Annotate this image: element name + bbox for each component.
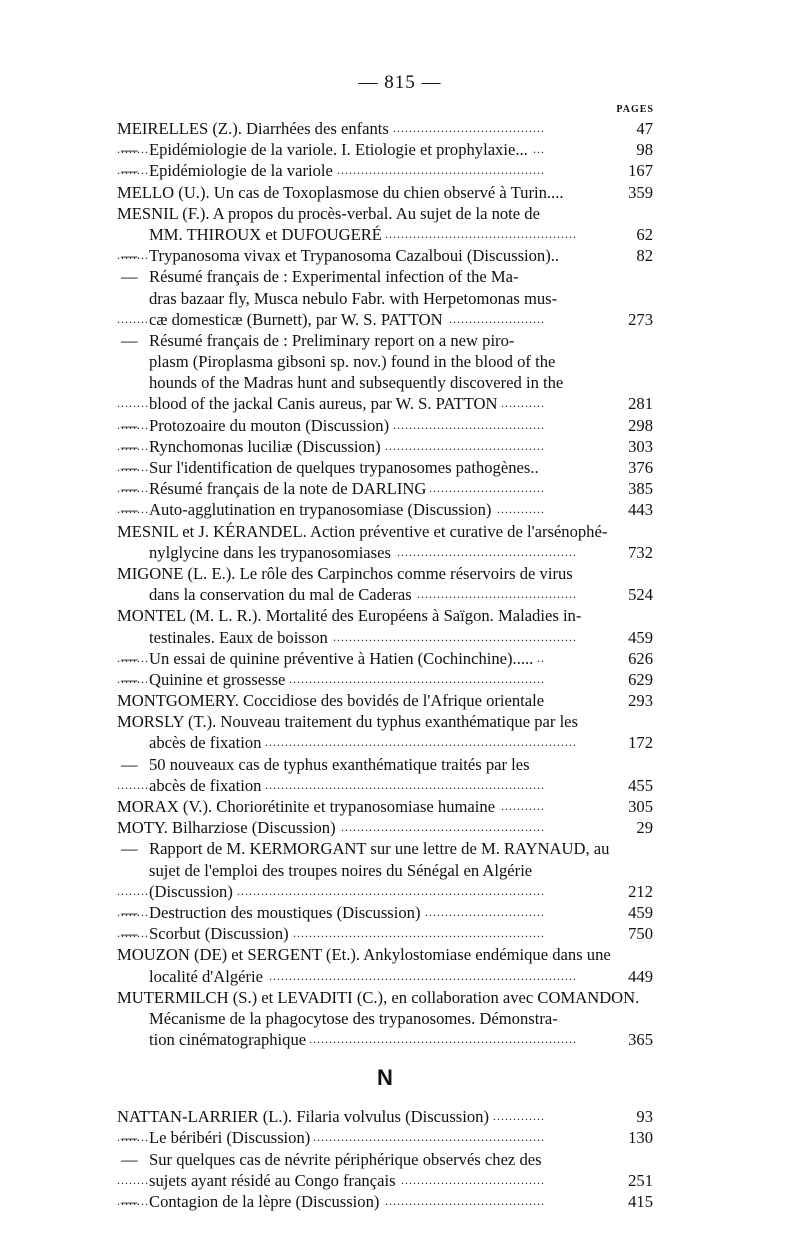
- index-subentry: [117, 415, 653, 436]
- entry-page-number: 130: [599, 1127, 653, 1148]
- index-entry: [117, 521, 653, 563]
- entry-text-line: Rynchomonas luciliæ (Discussion): [149, 437, 385, 456]
- entry-text-line: Epidémiologie de la variole: [149, 161, 337, 180]
- index-subentry: [117, 838, 653, 902]
- entry-page-number: 82: [599, 245, 653, 266]
- entry-text-line: sujets ayant résidé au Congo français: [149, 1171, 400, 1190]
- entry-page-number: 415: [599, 1191, 653, 1212]
- entry-text-line: Résumé français de : Experimental infection of the Ma-: [149, 267, 523, 286]
- index-subentry: [117, 902, 653, 923]
- entry-page-number: 167: [599, 160, 653, 181]
- index-subentry: [117, 499, 653, 520]
- entry-page-number: 459: [599, 627, 653, 648]
- entry-page-number: 281: [599, 393, 653, 414]
- entry-text-line: dans la conservation du mal de Caderas: [149, 585, 416, 604]
- entry-page-number: 732: [599, 542, 653, 563]
- entry-page-number: 459: [599, 902, 653, 923]
- entry-page-number: 273: [599, 309, 653, 330]
- index-entry: [117, 118, 653, 139]
- entry-text-line: MIGONE (L. E.). Le rôle des Carpinchos comme réservoirs de virus: [117, 564, 577, 583]
- entry-page-number: 305: [599, 796, 653, 817]
- entry-page-number: 172: [599, 732, 653, 753]
- entry-text-line: abcès de fixation: [149, 776, 265, 795]
- entry-text-line: plasm (Piroplasma gibsoni sp. nov.) found in the blood of the: [149, 352, 559, 371]
- entry-text-line: sujet de l'emploi des troupes noires du Sénégal en Algérie: [149, 861, 536, 880]
- entry-text-line: MESNIL (F.). A propos du procès-verbal. Au sujet de la note de: [117, 204, 544, 223]
- index-subentry: [117, 330, 653, 415]
- index-entry: [117, 563, 653, 605]
- index-entry: [117, 796, 653, 817]
- page-number: — 815 —: [358, 72, 442, 93]
- entry-text-line: MM. THIROUX et DUFOUGERÉ: [149, 225, 386, 244]
- entry-text-line: MESNIL et J. KÉRANDEL. Action préventive et curative de l'arsénophé-: [117, 522, 611, 541]
- entry-text-line: testinales. Eaux de boisson: [149, 628, 332, 647]
- entry-text-line: Résumé français de : Preliminary report on a new piro-: [149, 331, 518, 350]
- entry-page-number: 251: [599, 1170, 653, 1191]
- entry-text-line: Destruction des moustiques (Discussion): [149, 903, 424, 922]
- entry-text-line: NATTAN-LARRIER (L.). Filaria volvulus (Discussion): [117, 1107, 493, 1126]
- section-letter-heading: N: [377, 1065, 393, 1091]
- index-entry: [117, 690, 653, 711]
- entry-page-number: 293: [599, 690, 653, 711]
- entry-text-line: Contagion de la lèpre (Discussion): [149, 1192, 383, 1211]
- entry-page-number: 626: [599, 648, 653, 669]
- index-subentry: [117, 139, 653, 160]
- entry-text-line: (Discussion): [149, 882, 237, 901]
- entry-text-line: MOTY. Bilharziose (Discussion): [117, 818, 340, 837]
- pages-column-header: PAGES: [616, 104, 654, 115]
- index-entry: [117, 203, 653, 245]
- entry-text-line: 50 nouveaux cas de typhus exanthématique traités par les: [149, 755, 534, 774]
- entry-page-number: 524: [599, 584, 653, 605]
- entry-text-line: tion cinématographique: [149, 1030, 310, 1049]
- index-subentry: [117, 457, 653, 478]
- index-entry: [117, 817, 653, 838]
- entry-page-number: 750: [599, 923, 653, 944]
- entry-text-line: Auto-agglutination en trypanosomiase (Discussion): [149, 500, 495, 519]
- entry-text-line: Epidémiologie de la variole. I. Etiologie et prophylaxie...: [149, 140, 532, 159]
- index-subentry: [117, 160, 653, 181]
- entry-page-number: 376: [599, 457, 653, 478]
- entry-text-line: abcès de fixation: [149, 733, 265, 752]
- entry-text-line: Résumé français de la note de DARLING: [149, 479, 430, 498]
- entry-text-line: blood of the jackal Canis aureus, par W. S. PATTON: [149, 394, 501, 413]
- index-subentry: [117, 1191, 653, 1212]
- entry-text-line: Mécanisme de la phagocytose des trypanosomes. Démonstra-: [149, 1009, 562, 1028]
- index-entry: [117, 944, 653, 986]
- entry-text-line: MUTERMILCH (S.) et LEVADITI (C.), en collaboration avec COMANDON.: [117, 988, 643, 1007]
- entry-text-line: MOUZON (DE) et SERGENT (Et.). Ankylostomiase endémique dans une: [117, 945, 615, 964]
- entry-text-line: Sur quelques cas de névrite périphérique observés chez des: [149, 1150, 546, 1169]
- entry-text-line: MONTGOMERY. Coccidiose des bovidés de l'Afrique orientale: [117, 691, 548, 710]
- index-subentry: [117, 266, 653, 330]
- index-entry: [117, 711, 653, 753]
- entry-text-line: MELLO (U.). Un cas de Toxoplasmose du chien observé à Turin....: [117, 183, 568, 202]
- entry-page-number: 303: [599, 436, 653, 457]
- entry-text-line: MONTEL (M. L. R.). Mortalité des Européens à Saïgon. Maladies in-: [117, 606, 585, 625]
- entry-text-line: MORAX (V.). Choriorétinite et trypanosomiase humaine: [117, 797, 499, 816]
- index-entry: [117, 1106, 653, 1127]
- entry-page-number: 29: [599, 817, 653, 838]
- entry-page-number: 212: [599, 881, 653, 902]
- index-subentry: [117, 669, 653, 690]
- entry-text-line: hounds of the Madras hunt and subsequently discovered in the: [149, 373, 567, 392]
- entry-text-line: Quinine et grossesse: [149, 670, 289, 689]
- index-subentry: [117, 245, 653, 266]
- entry-page-number: 298: [599, 415, 653, 436]
- entry-text-line: localité d'Algérie: [149, 967, 267, 986]
- index-subentry: [117, 648, 653, 669]
- entry-page-number: 629: [599, 669, 653, 690]
- index-subentry: [117, 478, 653, 499]
- entry-page-number: 98: [599, 139, 653, 160]
- index-subentry: [117, 1149, 653, 1191]
- index-entry: [117, 605, 653, 647]
- entry-text-line: Le béribéri (Discussion): [149, 1128, 314, 1147]
- entry-text-line: Un essai de quinine préventive à Hatien (Cochinchine).....: [149, 649, 537, 668]
- index-entry: [117, 987, 653, 1051]
- entry-text-line: Trypanosoma vivax et Trypanosoma Cazalboui (Discussion)..: [149, 246, 563, 265]
- entry-text-line: Protozoaire du mouton (Discussion): [149, 416, 393, 435]
- entry-text-line: Sur l'identification de quelques trypanosomes pathogènes..: [149, 458, 543, 477]
- entry-text-line: cæ domesticæ (Burnett), par W. S. PATTON: [149, 310, 447, 329]
- entry-page-number: 449: [599, 966, 653, 987]
- entry-text-line: Scorbut (Discussion): [149, 924, 293, 943]
- index-entry: [117, 182, 653, 203]
- entry-page-number: 455: [599, 775, 653, 796]
- index-subentry: [117, 923, 653, 944]
- entry-text-line: Rapport de M. KERMORGANT sur une lettre de M. RAYNAUD, au: [149, 839, 613, 858]
- entry-text-line: dras bazaar fly, Musca nebulo Fabr. with Herpetomonas mus-: [149, 289, 561, 308]
- index-subentry: [117, 1127, 653, 1148]
- entry-text-line: MORSLY (T.). Nouveau traitement du typhus exanthématique par les: [117, 712, 582, 731]
- entry-page-number: 443: [599, 499, 653, 520]
- entry-page-number: 47: [599, 118, 653, 139]
- entry-text-line: MEIRELLES (Z.). Diarrhées des enfants: [117, 119, 393, 138]
- entry-page-number: 93: [599, 1106, 653, 1127]
- entry-page-number: 385: [599, 478, 653, 499]
- entry-page-number: 365: [599, 1029, 653, 1050]
- entry-text-line: nylglycine dans les trypanosomiases: [149, 543, 395, 562]
- index-subentry: [117, 436, 653, 457]
- entry-page-number: 359: [599, 182, 653, 203]
- index-entries: [117, 118, 653, 1212]
- index-subentry: [117, 754, 653, 796]
- entry-page-number: 62: [599, 224, 653, 245]
